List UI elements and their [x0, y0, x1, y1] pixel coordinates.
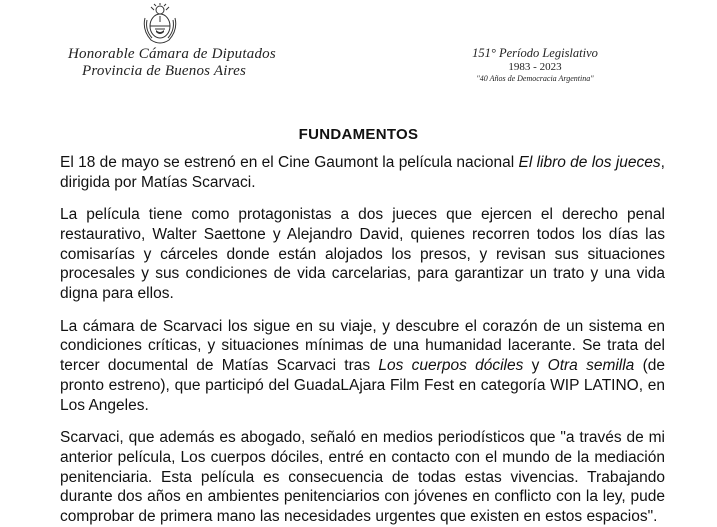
film-title-libro: El libro de los jueces — [518, 154, 661, 171]
chamber-line-1: Honorable Cámara de Diputados — [68, 46, 276, 62]
p3-text-c: y — [523, 357, 548, 375]
provincial-seal-icon — [139, 2, 181, 46]
chamber-line-2: Provincia de Buenos Aires — [82, 63, 246, 79]
document-body — [60, 153, 665, 527]
period-years: 1983 - 2023 — [508, 61, 562, 73]
p1-text-a: El 18 de mayo se estrenó en el Cine Gaumont la película nacional — [60, 154, 519, 171]
p3-text-e: (de pronto estreno), que participó del GuadaLAjara Film Fest en categoría WIP LATINO, en Los Angeles. — [60, 357, 665, 414]
document-title: FUNDAMENTOS — [298, 126, 419, 143]
p3-text-a: La cámara de Scarvaci los sigue en su viaje, y descubre el corazón de un sistema en condiciones críticas, y situaciones mínimas de una humanidad lacerante. Se trata del tercer documental de Matías Scarvaci tras — [60, 317, 665, 375]
legislative-period — [455, 46, 615, 84]
period-motto: "40 Años de Democracia Argentina" — [476, 74, 594, 83]
paragraph-1 — [60, 153, 665, 193]
film-title-cuerpos: Los cuerpos dóciles — [378, 357, 524, 375]
paragraph-4: Scarvaci, que además es abogado, señaló en medios periodísticos que "a través de mi anterior película, Los cuerpos dóciles, entré en contacto con el mundo de la mediación penitenciaria. Esta película es consecuencia de todas estas vivencias. Trabajando durante dos años en ambientes penitenciarios con jóvenes en conflicto con la ley, pude comprobar de primera mano las necesidades urgentes que existen en estos espacios". — [60, 429, 665, 526]
film-title-semilla: Otra semilla — [547, 357, 635, 375]
paragraph-2: La película tiene como protagonistas a dos jueces que ejercen el derecho penal restaurativo, Walter Saettone y Alejandro David, quienes recorren todos los días las comisarías y cárceles donde están alojados los presos, y revisan sus situaciones procesales y sus condiciones de vida carcelarias, para garantizar un trato y una vida digna para ellos. — [60, 206, 665, 303]
paragraph-3 — [60, 317, 665, 416]
p1-text-c: , dirigida por Matías Scarvaci. — [60, 154, 665, 191]
period-title: 151° Período Legislativo — [472, 46, 598, 60]
chamber-name — [68, 46, 288, 80]
